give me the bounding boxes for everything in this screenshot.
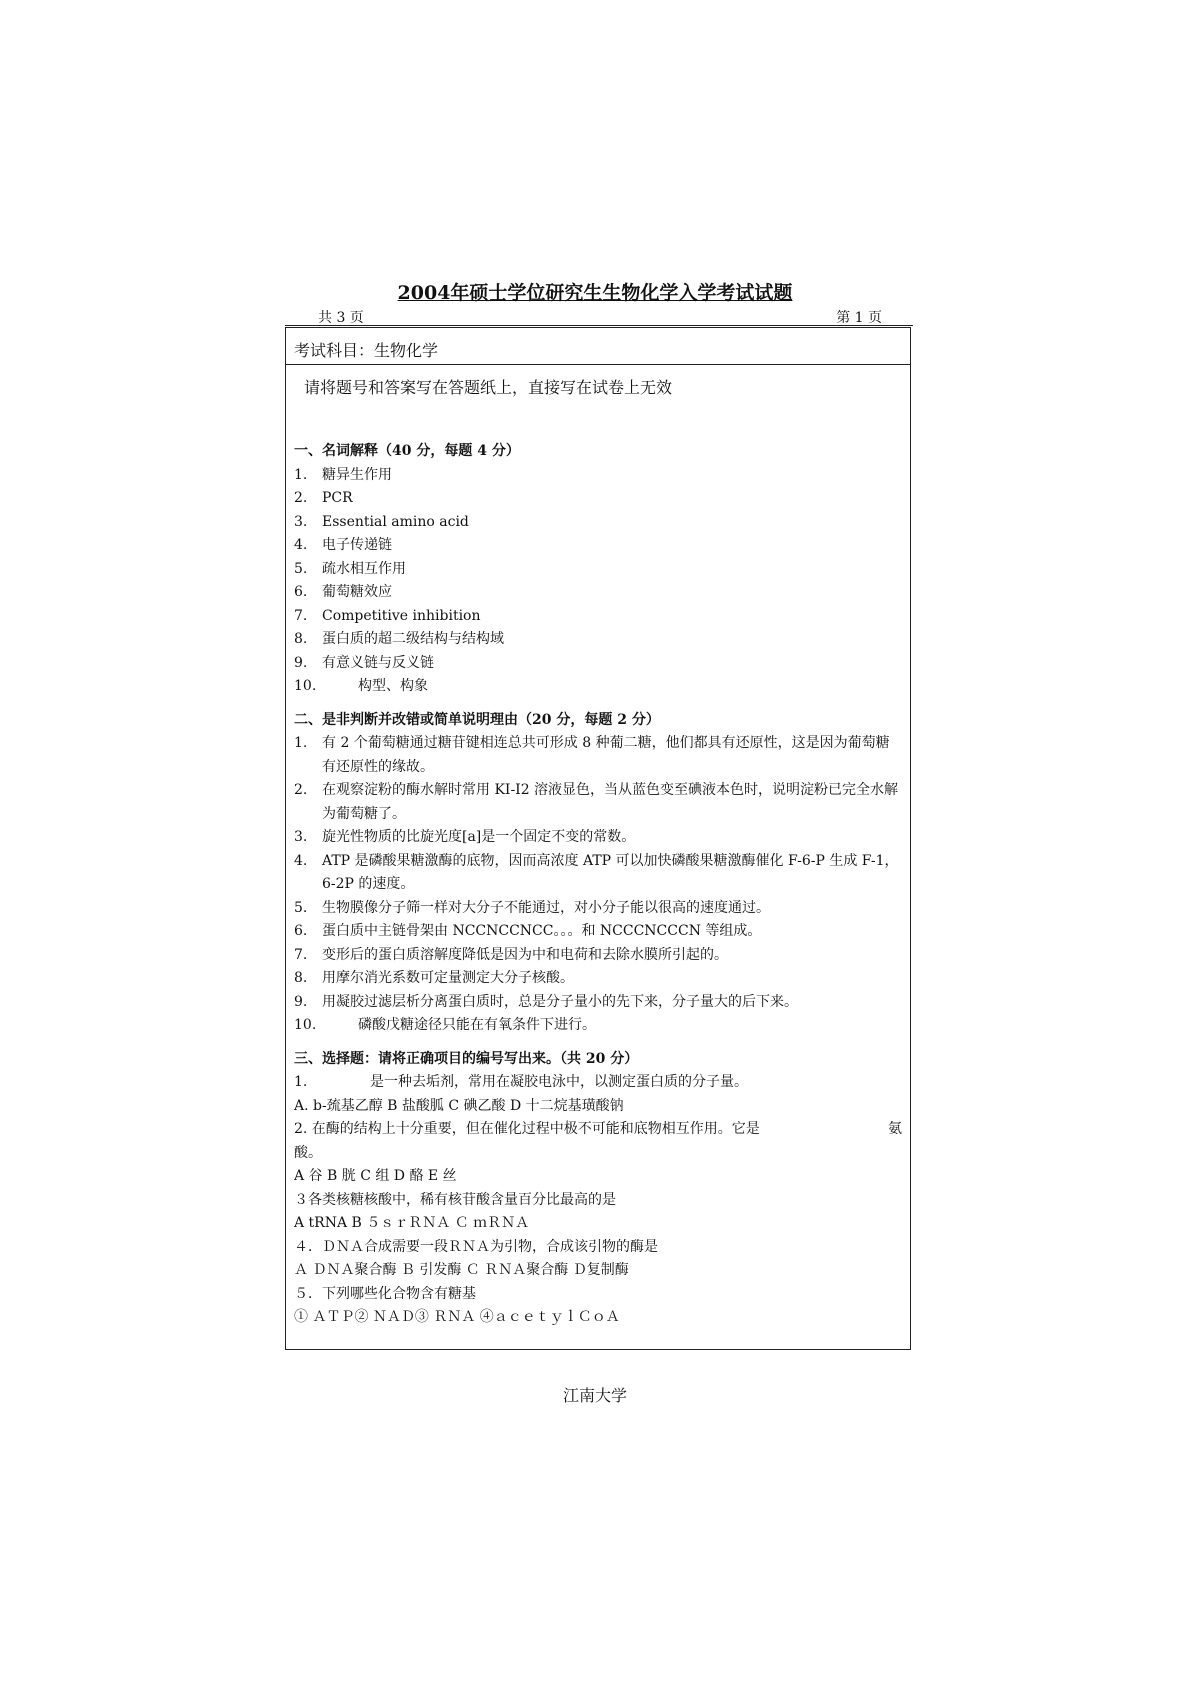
list-item: 1. 有 2 个葡萄糖通过糖苷键相连总共可形成 8 种葡二糖，他们都具有还原性，这是因为葡萄糖有还原性的缘故。 <box>294 735 890 775</box>
section2-list <box>294 732 902 1038</box>
section1-heading: 一、名词解释（40 分，每题 4 分） <box>294 443 520 459</box>
list-item: 5. 生物膜像分子筛一样对大分子不能通过，对小分子能以很高的速度通过。 <box>294 899 770 916</box>
list-item: 7. 变形后的蛋白质溶解度降低是因为中和电荷和去除水膜所引起的。 <box>294 946 728 963</box>
subject-row: 考试科目：生物化学 <box>286 328 910 365</box>
footer-university: 江南大学 <box>562 1386 627 1405</box>
list-item: 6. 葡萄糖效应 <box>294 584 392 600</box>
list-item: 10. 构型、构象 <box>294 678 428 694</box>
section2-heading: 二、是非判断并改错或简单说明理由（20 分，每题 2 分） <box>294 711 660 728</box>
top-rule <box>285 325 913 326</box>
question-2-tail: 酸。 <box>294 1144 322 1161</box>
total-pages: 共 3 页 <box>318 310 364 326</box>
question-4: ４．ＤＮＡ合成需要一段ＲＮＡ为引物，合成该引物的酶是 <box>294 1238 658 1255</box>
question-2: 2. 在酶的结构上十分重要，但在催化过程中极不可能和底物相互作用。它是 氨 <box>294 1121 902 1137</box>
list-item: 2. PCR <box>294 490 353 506</box>
list-item: 3. Essential amino acid <box>294 513 469 530</box>
list-item: 8. 用摩尔消光系数可定量测定大分子核酸。 <box>294 970 574 986</box>
question-5-options: ① ＡＴＰ② ＮＡＤ③ ＲＮＡ ④ａｃｅｔｙｌＣｏＡ <box>294 1309 620 1325</box>
question-2-options: A 谷 B 胱 C 组 D 酪 E 丝 <box>294 1168 457 1184</box>
exam-frame <box>285 327 911 1350</box>
list-item: 10. 磷酸戊糖途径只能在有氧条件下进行。 <box>294 1017 596 1033</box>
question-4-options: Ａ ＤＮＡ聚合酶 Ｂ 引发酶 Ｃ ＲＮＡ聚合酶 Ｄ复制酶 <box>294 1262 629 1278</box>
current-page: 第 1 页 <box>836 310 882 326</box>
question-1: 1. 是一种去垢剂，常用在凝胶电泳中，以测定蛋白质的分子量。 <box>294 1074 748 1090</box>
list-item: 3. 旋光性物质的比旋光度[a]是一个固定不变的常数。 <box>294 829 636 845</box>
list-item: 5. 疏水相互作用 <box>294 560 406 577</box>
list-item: 7. Competitive inhibition <box>294 607 481 624</box>
list-item: 6. 蛋白质中主链骨架由 NCCNCCNCC。。。和 NCCCNCCCN 等组成。 <box>294 923 762 939</box>
question-3-options: A tRNA B ５ｓｒＲＮＡ Ｃ ｍＲＮＡ <box>294 1215 530 1231</box>
list-item: 1. 糖异生作用 <box>294 466 392 483</box>
exam-content <box>286 365 910 1330</box>
section1-list <box>294 464 902 699</box>
list-item: 9. 有意义链与反义链 <box>294 654 434 671</box>
list-item: 2. 在观察淀粉的酶水解时常用 KI-I2 溶液显色，当从蓝色变至碘液本色时，说明淀粉已完全水解为葡萄糖了。 <box>294 782 899 822</box>
list-item: 4. 电子传递链 <box>294 537 392 553</box>
question-3: ３各类核糖核酸中，稀有核苷酸含量百分比最高的是 <box>294 1191 616 1208</box>
list-item: 9. 用凝胶过滤层析分离蛋白质时，总是分子量小的先下来，分子量大的后下来。 <box>294 993 798 1010</box>
list-item: 4. ATP 是磷酸果糖激酶的底物，因而高浓度 ATP 可以加快磷酸果糖激酶催化 F-6-P 生成 F-1，6-2P 的速度。 <box>294 852 899 892</box>
question-1-options: A. b-巯基乙醇 B 盐酸胍 C 碘乙酸 D 十二烷基璜酸钠 <box>294 1097 624 1114</box>
exam-title: 2004年硕士学位研究生生物化学入学考试试题 <box>397 282 793 304</box>
list-item: 8. 蛋白质的超二级结构与结构域 <box>294 631 504 647</box>
section3-list <box>294 1071 902 1330</box>
question-5: ５．下列哪些化合物含有糖基 <box>294 1285 476 1302</box>
section3-heading: 三、选择题：请将正确项目的编号写出来。（共 20 分） <box>294 1050 639 1067</box>
instruction: 请将题号和答案写在答题纸上，直接写在试卷上无效 <box>304 378 673 397</box>
